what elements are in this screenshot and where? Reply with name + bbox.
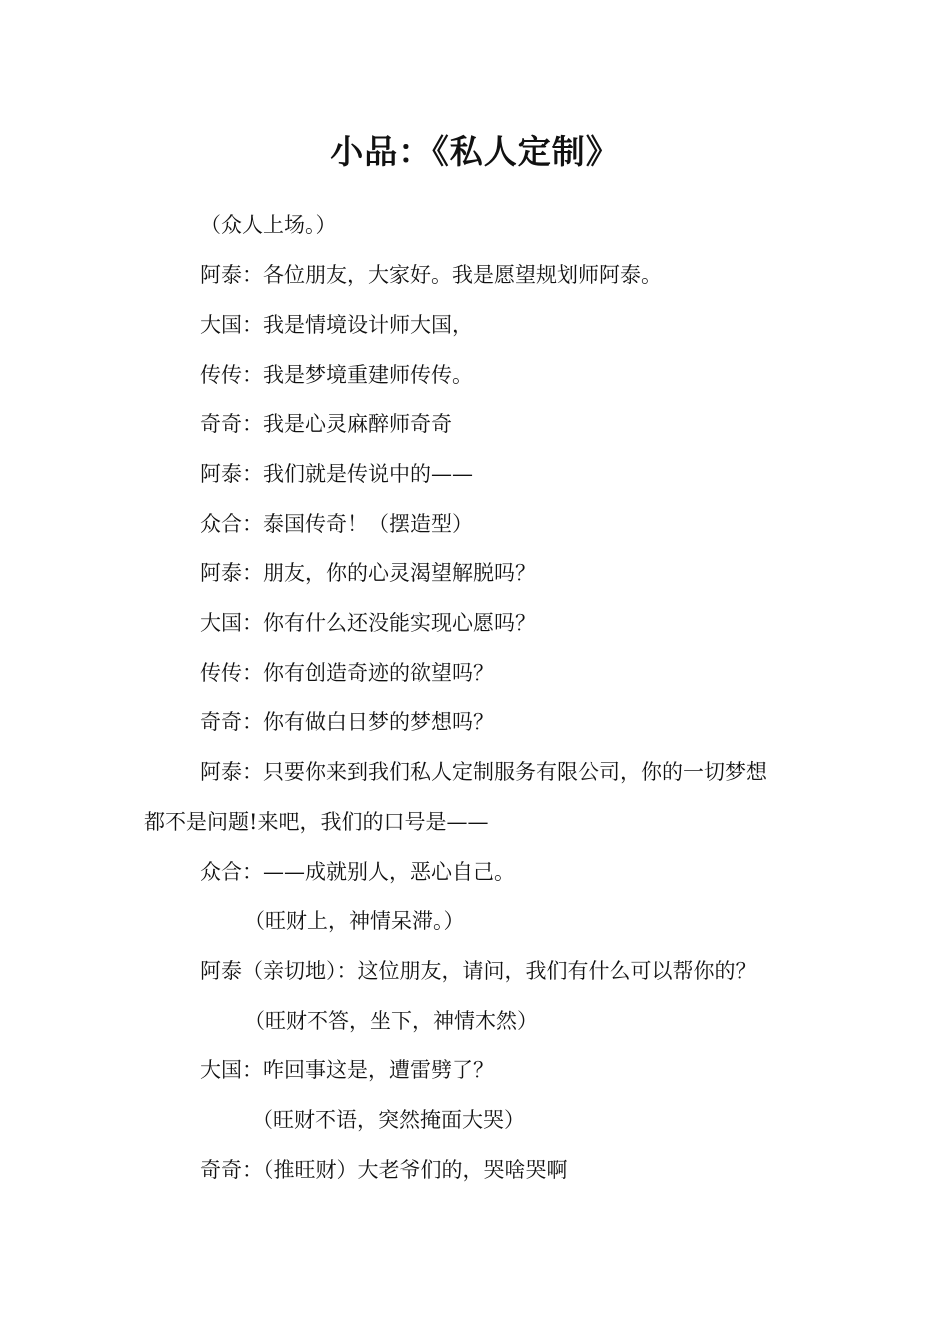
- dialogue-line: 奇奇：我是心灵麻醉师奇奇: [200, 412, 452, 436]
- dialogue-line: 阿泰：朋友，你的心灵渴望解脱吗？: [200, 561, 536, 585]
- dialogue-line-continued: 都不是问题!来吧，我们的口号是——: [144, 810, 489, 834]
- stage-direction: （旺财不答，坐下，神情木然）: [244, 1009, 538, 1033]
- document-title: 小品：《私人定制》: [330, 132, 620, 171]
- dialogue-line: 传传：你有创造奇迹的欲望吗？: [200, 661, 494, 685]
- dialogue-line: 阿泰：各位朋友，大家好。我是愿望规划师阿泰。: [200, 263, 662, 287]
- dialogue-line: 众合：泰国传奇！（摆造型）: [200, 512, 473, 536]
- stage-direction: （旺财不语，突然掩面大哭）: [252, 1108, 525, 1132]
- dialogue-line: 大国：我是情境设计师大国，: [200, 313, 473, 337]
- dialogue-line: 阿泰（亲切地）：这位朋友，请问，我们有什么可以帮你的？: [200, 959, 757, 983]
- stage-direction: （旺财上，神情呆滞。）: [244, 909, 465, 933]
- stage-direction: （众人上场。）: [200, 213, 337, 237]
- dialogue-line: 大国：咋回事这是，遭雷劈了？: [200, 1058, 494, 1082]
- dialogue-line: 众合：——成就别人，恶心自己。: [200, 860, 515, 884]
- dialogue-line: 阿泰：只要你来到我们私人定制服务有限公司，你的一切梦想: [200, 760, 767, 784]
- dialogue-line: 大国：你有什么还没能实现心愿吗？: [200, 611, 536, 635]
- dialogue-line: 阿泰：我们就是传说中的——: [200, 462, 473, 486]
- dialogue-line: 奇奇：（推旺财）大老爷们的，哭啥哭啊: [200, 1158, 568, 1182]
- dialogue-line: 传传：我是梦境重建师传传。: [200, 363, 473, 387]
- dialogue-line: 奇奇：你有做白日梦的梦想吗？: [200, 710, 494, 734]
